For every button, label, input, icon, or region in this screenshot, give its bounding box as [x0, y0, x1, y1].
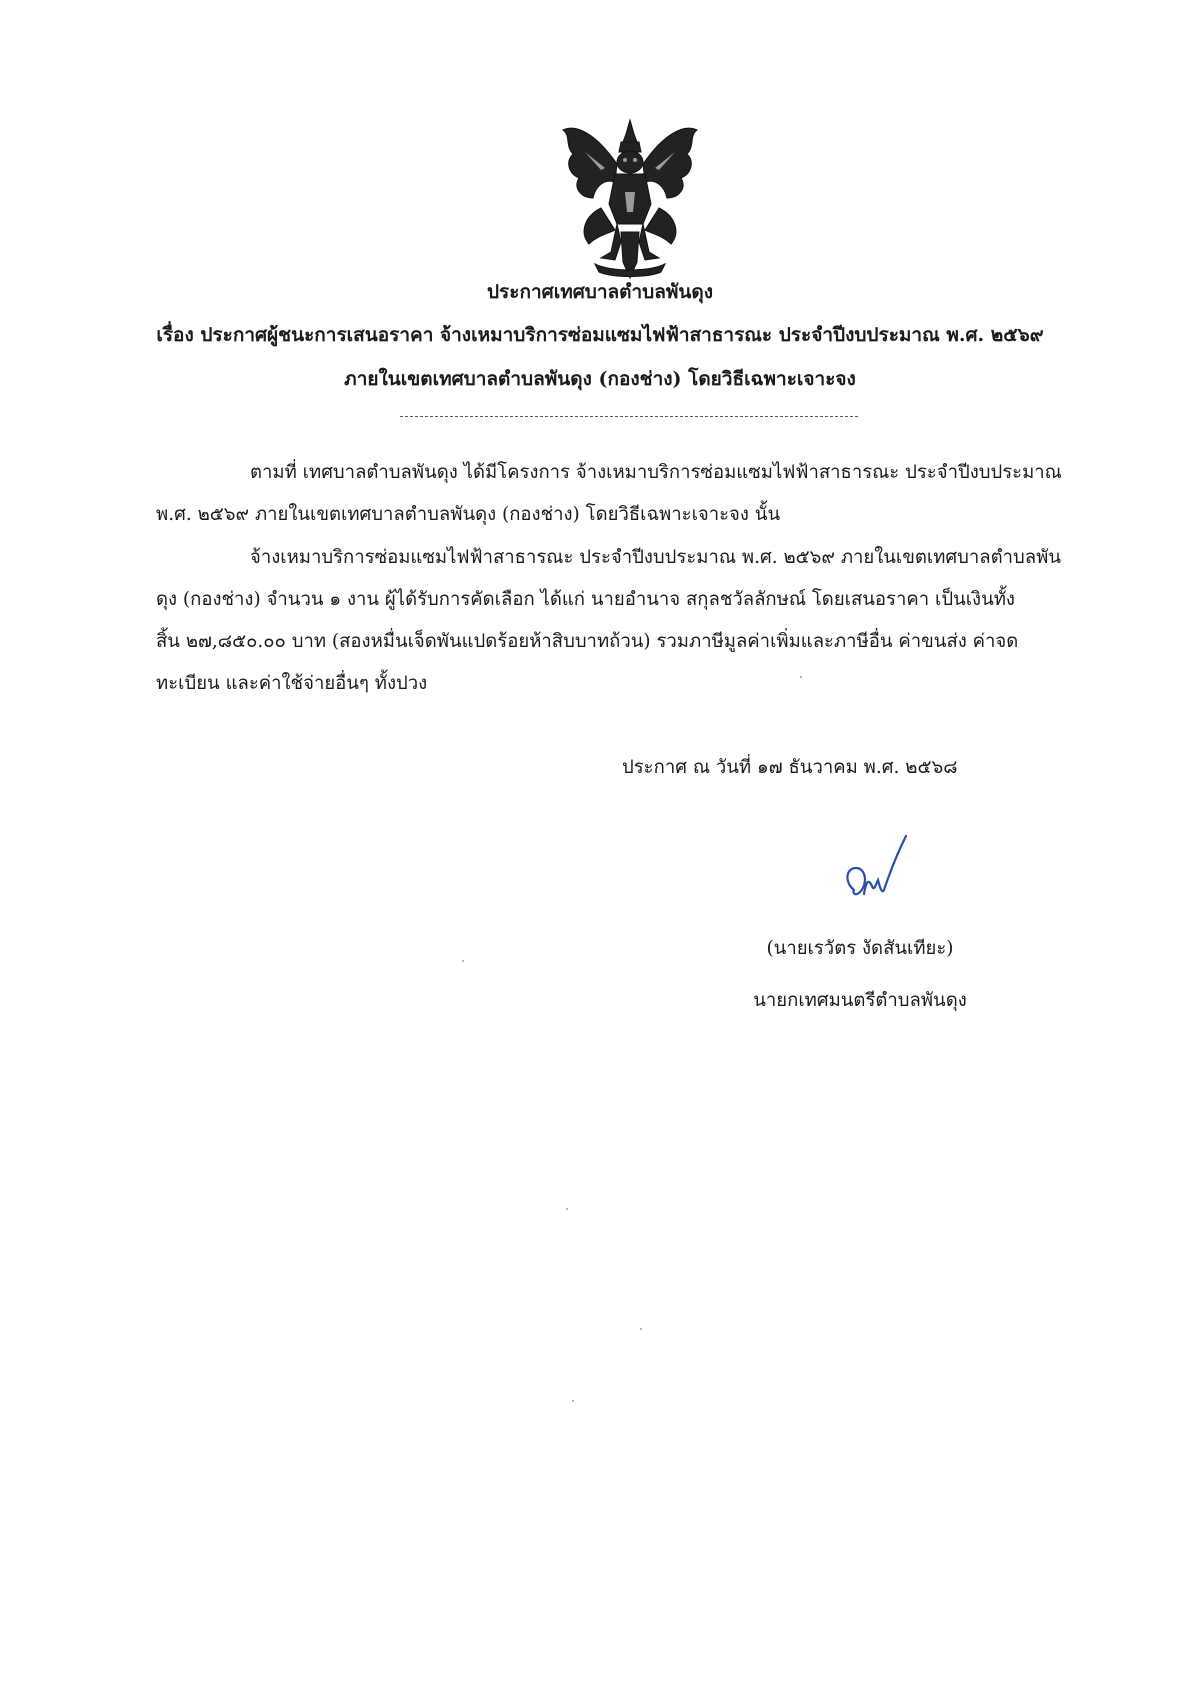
title-divider: [400, 416, 858, 417]
scan-speck: [572, 1400, 574, 1402]
garuda-emblem-icon: [555, 112, 705, 284]
subject-line-2: ภายในเขตเทศบาลตำบลพันดุง (กองช่าง) โดยวิธีเฉพาะเจาะจง: [344, 368, 856, 390]
issuer-title: ประกาศเทศบาลตำบลพันดุง: [487, 281, 713, 303]
scan-speck: [566, 1208, 568, 1210]
scan-speck: [800, 676, 802, 678]
paragraph-2-line-1: จ้างเหมาบริการซ่อมแซมไฟฟ้าสาธารณะ ประจำปีงบประมาณ พ.ศ. ๒๕๖๙ ภายในเขตเทศบาลตำบลพัน: [250, 547, 1061, 568]
paragraph-2-line-4: ทะเบียน และค่าใช้จ่ายอื่นๆ ทั้งปวง: [156, 673, 428, 694]
scan-speck: [462, 960, 464, 962]
signature-icon: [840, 832, 920, 912]
announcement-date: ประกาศ ณ วันที่ ๑๗ ธันวาคม พ.ศ. ๒๕๖๘: [622, 757, 958, 778]
paragraph-2-line-3: สิ้น ๒๗,๘๕๐.๐๐ บาท (สองหมื่นเจ็ดพันแปดร้อยห้าสิบบาทถ้วน) รวมภาษีมูลค่าเพิ่มและภาษีอื่น ค่าขนส่ง ค่าจด: [156, 631, 1019, 652]
subject-line-1: เรื่อง ประกาศผู้ชนะการเสนอราคา จ้างเหมาบริการซ่อมแซมไฟฟ้าสาธารณะ ประจำปีงบประมาณ พ.ศ. ๒๕๖๙: [156, 324, 1044, 346]
signatory-name: (นายเรวัตร งัดสันเทียะ): [766, 938, 954, 959]
paragraph-1-line-2: พ.ศ. ๒๕๖๙ ภายในเขตเทศบาลตำบลพันดุง (กองช่าง) โดยวิธีเฉพาะเจาะจง นั้น: [156, 504, 781, 525]
paragraph-1-line-1: ตามที่ เทศบาลตำบลพันดุง ได้มีโครงการ จ้างเหมาบริการซ่อมแซมไฟฟ้าสาธารณะ ประจำปีงบประมาณ: [250, 462, 1062, 483]
paragraph-2-line-2: ดุง (กองช่าง) จำนวน ๑ งาน ผู้ได้รับการคัดเลือก ได้แก่ นายอำนาจ สกุลชวัลลักษณ์ โดยเสนอราคา เป็นเงินทั้ง: [156, 589, 1015, 610]
scan-speck: [640, 1328, 642, 1330]
signatory-position: นายกเทศมนตรีตำบลพันดุง: [753, 990, 967, 1011]
